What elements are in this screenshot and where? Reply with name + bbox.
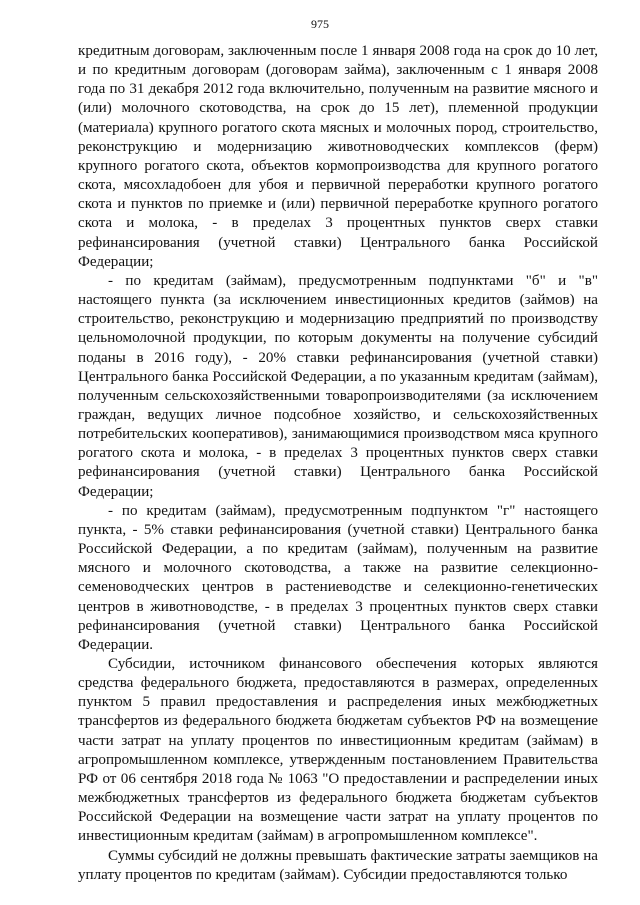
paragraph-federal-subsidies: Субсидии, источником финансового обеспечения которых являются средства федерального бюджета, предоставляются в размерах, определенных пунктом 5 правил предоставления и распределения иных межбюджетных трансфертов из федерального бюджета бюджетам субъектов РФ на возмещение части затрат на уплату процентов по инвестиционным кредитам (займам) в агропромышленном комплексе, утвержденным постановлением Правительства РФ от 06 сентября 2018 года № 1063 "О предоставлении и распределении иных межбюджетных трансфертов из федерального бюджета бюджетам субъектов Российской Федерации на возмещение части затрат на уплату процентов по инвестиционным кредитам (займам) в агропромышленном комплексе". <box>78 656 598 845</box>
document-body <box>78 42 598 885</box>
page-number: 975 <box>311 17 329 31</box>
paragraph-continuation: кредитным договорам, заключенным после 1 января 2008 года на срок до 10 лет, и по кредитным договорам (договорам займа), заключенным с 1 января 2008 года по 31 декабря 2012 года включительно, полученным на развитие мясного и (или) молочного скотоводства, на срок до 15 лет), племенной продукции (материала) крупного рогатого скота мясных и молочных пород, строительство, реконструкцию и модернизацию животноводческих комплексов (ферм) крупного рогатого скота, объектов кормопроизводства для крупного рогатого скота, мясохладобоен для убоя и первичной переработки крупного рогатого скота и пунктов по приемке и (или) первичной переработке крупного рогатого скота и молока, - в пределах 3 процентных пунктов сверх ставки рефинансирования (учетной ставки) Центрального банка Российской Федерации; <box>78 43 598 270</box>
paragraph-subitem-g: - по кредитам (займам), предусмотренным подпунктом "г" настоящего пункта, - 5% ставки рефинансирования (учетной ставки) Центрального банка Российской Федерации, а по кредитам (займам), полученным на развитие мясного и молочного скотоводства, а также на развитие селекционно-семеноводческих центров в растениеводстве и селекционно-генетических центров в животноводстве, - в пределах 3 процентных пунктов сверх ставки рефинансирования (учетной ставки) Центрального банка Российской Федерации. <box>78 502 598 653</box>
paragraph-subsidy-limits: Суммы субсидий не должны превышать фактические затраты заемщиков на уплату процентов по кредитам (займам). Субсидии предоставляются только <box>78 847 598 883</box>
paragraph-subitems-b-v: - по кредитам (займам), предусмотренным подпунктами "б" и "в" настоящего пункта (за исключением инвестиционных кредитов (займов) на строительство, реконструкцию и модернизацию предприятий по производству цельномолочной продукции, по которым документы на получение субсидий поданы в 2016 году), - 20% ставки рефинансирования (учетной ставки) Центрального банка Российской Федерации, а по указанным кредитам (займам), полученным сельскохозяйственными товаропроизводителями (за исключением граждан, ведущих личное подсобное хозяйство, и сельскохозяйственных потребительских кооперативов), занимающимися производством мяса крупного рогатого скота и молока, - в пределах 3 процентных пунктов сверх ставки рефинансирования (учетной ставки) Центрального банка Российской Федерации; <box>78 272 598 500</box>
